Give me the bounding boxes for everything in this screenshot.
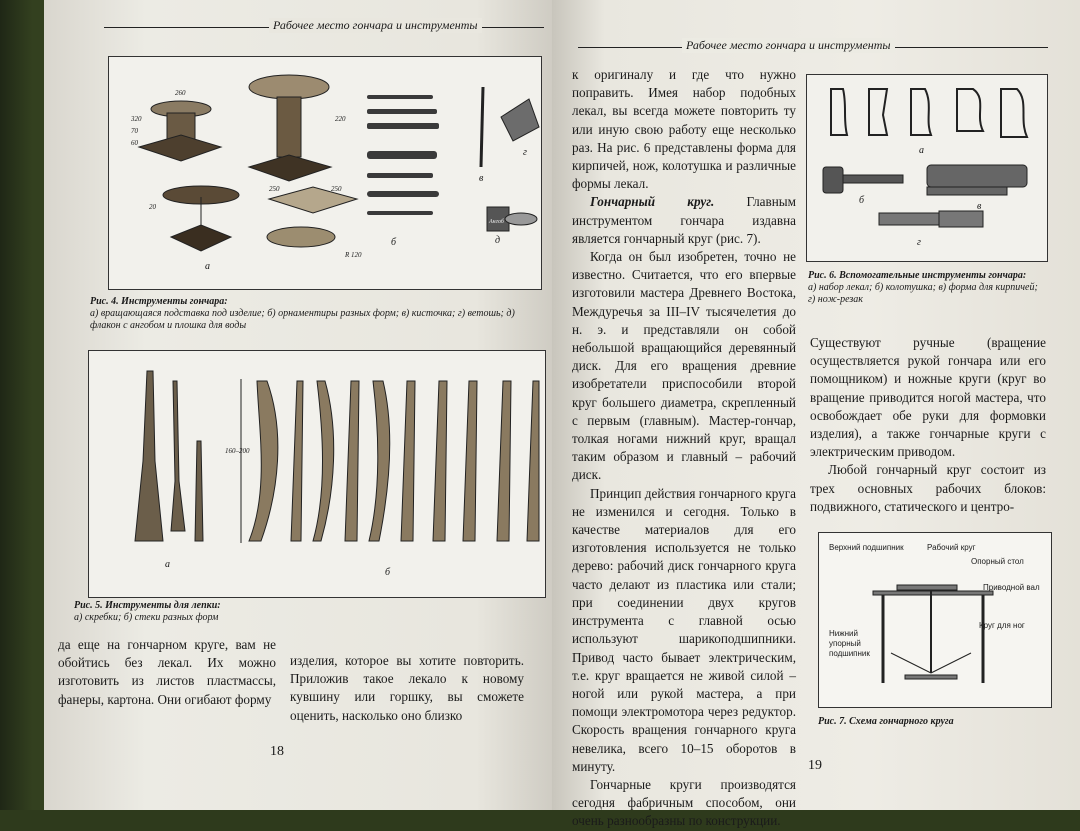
- fig4-dim-60: 60: [131, 139, 138, 147]
- fig4-label-g: г: [523, 147, 527, 158]
- right-p5: Гончарные круги производятся сегодня фабричным способом, они очень разнообразны по конструкции.: [572, 776, 796, 829]
- figure-6-illustration: [806, 74, 1048, 262]
- figure-4-illustration: [108, 56, 542, 290]
- fig5-label-a: а: [165, 559, 170, 570]
- turntable-drawing: [139, 75, 357, 251]
- bowl-drawing: [505, 213, 537, 225]
- mallet-drawing: [823, 167, 903, 193]
- figure-6-caption: [808, 270, 1046, 306]
- figure-6-drawing: [807, 75, 1047, 261]
- figure-4-drawing: [109, 57, 541, 289]
- left-page: [44, 0, 552, 810]
- brick-mold-drawing: [927, 165, 1027, 195]
- rag-drawing: [501, 99, 539, 141]
- fig4-label-a: а: [205, 261, 210, 272]
- fig4-dim-320: 320: [131, 115, 142, 123]
- fig6-label-a: а: [919, 145, 924, 156]
- left-col1-text: да еще на гончарном круге, вам не обойтись без лекал. Их можно изготовить из листов пластмассы, фанеры, картона. Они огибают форму: [58, 637, 276, 707]
- left-page-number: 18: [270, 744, 284, 759]
- fig6-label-v: в: [977, 201, 982, 212]
- running-header: [104, 18, 544, 38]
- fig4-flask-label: Ангоб: [489, 219, 504, 225]
- fig6-label-b: б: [859, 195, 865, 206]
- fig4-dim-20: 20: [149, 203, 156, 211]
- brush-drawing: [481, 87, 483, 167]
- right-p3: Когда он был изобретен, точно не известно. Считается, что его впервые изготовили мастера Древнего Востока, Междуречья за III–IV тысячелетия до н. э. и представляли он собой небольшой вращающийся деревянный диск. Для его вращения древние изобретатели приспособили второй круг большего диаметра, скрепленный с первым (главным). Мастер-гончар, толкая ногами нижний круг, вращал таким образом и главный – рабочий диск.: [572, 249, 796, 483]
- figure-5-drawing: [89, 351, 545, 597]
- fig4-dim-250b: 250: [331, 185, 342, 193]
- right-p4: Принцип действия гончарного круга не изменился и сегодня. Только в качестве материалов для его изготовления используется не только дерево: рабочий диск гончарного круга часто делают из пластика или стали; при соединении двух кругов инструмента с главной осью используют шарикоподшипники. Привод часто бывает электрическим, т.е. круг вращается не живой силой – ногой или рукой мастера, а при помощи электромотора через редуктор. Скорость вращения гончарного круга невелика, всего 10–15 оборотов в минуту.: [572, 485, 796, 774]
- fig4-label-d: д: [495, 235, 501, 246]
- fig4-dim-260: 260: [175, 89, 186, 97]
- figure-7-diagram: [818, 532, 1052, 708]
- right-main-col: [572, 66, 796, 831]
- label-lower-bearing-2: упорный: [829, 639, 861, 648]
- fig4-caption-text: а) вращающаяся подставка под изделие; б) орнаментиры разных форм; в) кисточка; г) ветошь; д) флакон с ангобом и плошка для воды: [90, 308, 515, 331]
- fig5-caption-title: Рис. 5. Инструменты для лепки:: [74, 600, 221, 611]
- running-header: [578, 38, 1048, 58]
- fig4-label-b: б: [391, 237, 397, 248]
- right-col-p2: Любой гончарный круг состоит из трех основных рабочих блоков: подвижного, статического и центро-: [810, 462, 1046, 514]
- right-side-col: [810, 334, 1046, 516]
- templates-drawing: [831, 89, 1027, 137]
- right-p1: к оригиналу и где что нужно поправить. Имея набор подобных лекал, вы всегда можете повторить ту или иную свою работу еще несколько раз. На рис. 6 представлены форма для кирпичей, нож, колотушка и различные формы лекал.: [572, 67, 796, 192]
- fig4-dim-250a: 250: [269, 185, 280, 193]
- work-wheel-shape: [897, 585, 957, 590]
- support-table-shape: [873, 591, 993, 595]
- right-p2-text: Главным инструментом гончара издавна является гончарный круг (рис. 7).: [572, 194, 796, 246]
- figure-5-illustration: [88, 350, 546, 598]
- label-drive-shaft: Приводной вал: [983, 583, 1040, 592]
- fig4-dim-220: 220: [335, 115, 346, 123]
- fig4-caption-title: Рис. 4. Инструменты гончара:: [90, 296, 228, 307]
- figure-7-caption: [818, 716, 1050, 728]
- fig7-caption: Рис. 7. Схема гончарного круга: [818, 716, 954, 727]
- left-col2-text: изделия, которое вы хотите повторить. Приложив такое лекало к новому кувшину или горшку, вы сможете оценить, насколько оно близко: [290, 653, 524, 723]
- fig4-label-v: в: [479, 173, 484, 184]
- header-text: Рабочее место гончара и инструменты: [682, 38, 895, 53]
- scrapers-drawing: [135, 371, 203, 541]
- fig6-caption-title: Рис. 6. Вспомогательные инструменты гончара:: [808, 270, 1027, 281]
- modeling-stacks-drawing: [249, 381, 539, 541]
- label-lower-bearing-1: Нижний: [829, 629, 858, 638]
- fig6-caption-text: а) набор лекал; б) колотушка; в) форма для кирпичей; г) нож-резак: [808, 282, 1038, 305]
- foot-wheel-left: [891, 653, 931, 673]
- cutter-knife-drawing: [879, 211, 983, 227]
- right-p2: [572, 193, 796, 248]
- fig4-dim-70: 70: [131, 127, 138, 135]
- fig5-label-b: б: [385, 567, 391, 578]
- ornament-tools-drawing: [367, 95, 439, 215]
- figure-4-caption: [90, 296, 544, 332]
- foot-wheel-shape: [905, 675, 957, 679]
- wheel-heading: Гончарный круг.: [590, 194, 715, 210]
- label-work-wheel: Рабочий круг: [927, 543, 976, 552]
- right-col-p1: Существуют ручные (вращение осуществляется рукой гончара или его помощником) и ножные круги (круг во вращение приводится ногой мастера, что освобождает обе руки для формовки изделия), а также гончарные круги с электрическим приводом.: [810, 335, 1046, 460]
- figure-5-caption: [74, 600, 534, 624]
- right-page-number: 19: [808, 758, 822, 773]
- right-page: [552, 0, 1080, 829]
- foot-wheel-right: [931, 653, 971, 673]
- label-foot-wheel: Круг для ног: [979, 621, 1025, 630]
- fig6-label-g: г: [917, 237, 921, 248]
- fig4-dim-r120: R 120: [345, 251, 362, 259]
- fig5-dim-label: 160–200: [225, 447, 250, 455]
- left-body-col-1: [58, 636, 276, 709]
- label-top-bearing: Верхний подшипник: [829, 543, 904, 552]
- label-support-table: Опорный стол: [971, 557, 1024, 566]
- label-lower-bearing-3: подшипник: [829, 649, 870, 658]
- left-body-col-2: [290, 652, 524, 725]
- header-text: Рабочее место гончара и инструменты: [269, 18, 482, 33]
- fig5-caption-text: а) скребки; б) стеки разных форм: [74, 612, 219, 623]
